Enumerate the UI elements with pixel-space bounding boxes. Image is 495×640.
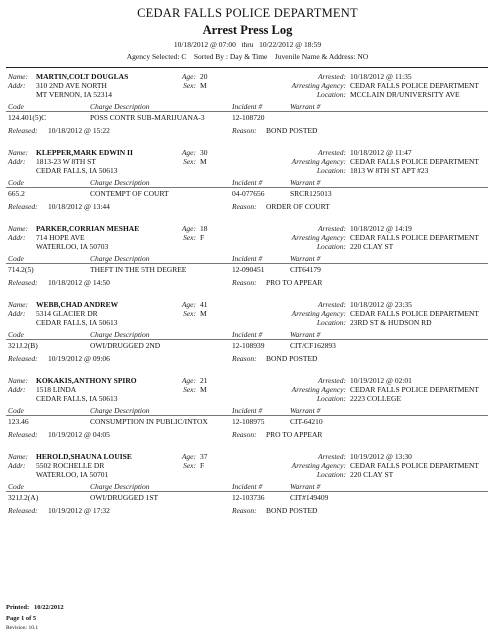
report-parameters [0, 52, 495, 61]
age-value: 20 [200, 72, 208, 81]
charge-code: 665.2 [8, 189, 25, 198]
charge-description: CONTEMPT OF COURT [90, 189, 169, 198]
charge-rule [6, 491, 488, 492]
address-line1: 5502 ROCHELLE DR [36, 461, 105, 470]
sex-label: Sex: [183, 309, 196, 318]
address-line2: WATERLOO, IA 50703 [36, 242, 109, 251]
reason-label: Reason: [232, 278, 257, 287]
location-value: 1813 W 8TH ST APT #23 [350, 166, 429, 175]
sex-value: F [200, 233, 205, 242]
warrant-header: Warrant # [290, 482, 321, 491]
location-value: 2223 COLLEGE [350, 394, 402, 403]
arrest-record [0, 148, 495, 216]
agency-value: CEDAR FALLS POLICE DEPARTMENT [350, 309, 479, 318]
code-header: Code [8, 254, 24, 263]
date-from: 10/18/2012 @ 07:00 [173, 40, 236, 49]
agency-label: Arresting Agency: [291, 385, 346, 394]
date-to: 10/22/2012 @ 18:59 [259, 40, 322, 49]
address-line2: CEDAR FALLS, IA 50613 [36, 394, 118, 403]
warrant-number: CIT/CF162893 [290, 341, 336, 350]
address-line1: 1518 LINDA [36, 385, 77, 394]
address-line2: CEDAR FALLS, IA 50613 [36, 318, 118, 327]
addr-label: Addr: [8, 157, 26, 166]
released-label: Released: [8, 278, 38, 287]
charge-rule [6, 263, 488, 264]
name-label: Name: [8, 300, 28, 309]
address-line1: 714 HOPE AVE [36, 233, 85, 242]
address-line2: MT VERNON, IA 52314 [36, 90, 112, 99]
reason-label: Reason: [232, 202, 257, 211]
sex-value: F [200, 461, 205, 470]
agency-value: CEDAR FALLS POLICE DEPARTMENT [350, 385, 479, 394]
warrant-number: CIT#149409 [290, 493, 329, 502]
printed-value: 10/22/2012 [33, 604, 64, 611]
juvenile-label: Juvenile Name & Address: [274, 52, 356, 61]
age-value: 30 [200, 148, 208, 157]
reason-value: BOND POSTED [266, 126, 318, 135]
header-rule [6, 67, 488, 68]
sex-value: M [200, 385, 207, 394]
released-value: 10/18/2012 @ 13:44 [48, 202, 110, 211]
age-value: 18 [200, 224, 208, 233]
location-value: 220 CLAY ST [350, 470, 394, 479]
released-label: Released: [8, 202, 38, 211]
sex-value: M [200, 309, 207, 318]
arrest-record [0, 224, 495, 292]
arrestee-name: MARTIN,COLT DOUGLAS [36, 72, 129, 81]
arrested-label: Arrested: [317, 300, 346, 309]
warrant-header: Warrant # [290, 406, 321, 415]
warrant-number: CIT64179 [290, 265, 321, 274]
arrested-label: Arrested: [317, 376, 346, 385]
sex-label: Sex: [183, 461, 196, 470]
printed-label: Printed: [6, 604, 30, 611]
charge-code: 124.401(5)C [8, 113, 47, 122]
warrant-header: Warrant # [290, 178, 321, 187]
arrested-label: Arrested: [317, 224, 346, 233]
charge-description: POSS CONTR SUB-MARIJUANA-3 [90, 113, 205, 122]
incident-header: Incident # [232, 178, 263, 187]
age-label: Age: [181, 452, 196, 461]
name-label: Name: [8, 72, 28, 81]
released-value: 10/19/2012 @ 04:05 [48, 430, 110, 439]
released-label: Released: [8, 506, 38, 515]
location-label: Location: [316, 318, 346, 327]
name-label: Name: [8, 376, 28, 385]
charge-header: Charge Description [90, 482, 150, 491]
charge-header: Charge Description [90, 406, 150, 415]
charge-rule [6, 187, 488, 188]
agency-label: Arresting Agency: [291, 233, 346, 242]
revision: Revision: 10.1 [6, 625, 39, 631]
arrest-record [0, 72, 495, 140]
sex-value: M [200, 81, 207, 90]
code-header: Code [8, 178, 24, 187]
agency-label: Arresting Agency: [291, 461, 346, 470]
agency-value: CEDAR FALLS POLICE DEPARTMENT [350, 461, 479, 470]
location-value: 23RD ST & HUDSON RD [350, 318, 432, 327]
agency-label: Agency Selected: [126, 52, 180, 61]
location-value: 220 CLAY ST [350, 242, 394, 251]
warrant-header: Warrant # [290, 330, 321, 339]
code-header: Code [8, 102, 24, 111]
sorted-label: Sorted By : [193, 52, 228, 61]
charge-header: Charge Description [90, 178, 150, 187]
agency-value: C [181, 52, 187, 61]
charge-header: Charge Description [90, 330, 150, 339]
incident-number: 12-103736 [232, 493, 265, 502]
incident-header: Incident # [232, 254, 263, 263]
agency-value: CEDAR FALLS POLICE DEPARTMENT [350, 233, 479, 242]
arrestee-name: WEBB,CHAD ANDREW [36, 300, 119, 309]
reason-value: ORDER OF COURT [266, 202, 330, 211]
incident-header: Incident # [232, 330, 263, 339]
incident-number: 04-077656 [232, 189, 265, 198]
agency-value: CEDAR FALLS POLICE DEPARTMENT [350, 81, 479, 90]
report-title: Arrest Press Log [202, 23, 293, 37]
name-label: Name: [8, 148, 28, 157]
sex-label: Sex: [183, 385, 196, 394]
sex-value: M [200, 157, 207, 166]
arrested-label: Arrested: [317, 148, 346, 157]
charge-description: OWI/DRUGGED 1ST [90, 493, 159, 502]
warrant-header: Warrant # [290, 254, 321, 263]
charge-rule [6, 111, 488, 112]
arrested-value: 10/18/2012 @ 23:35 [350, 300, 412, 309]
location-label: Location: [316, 166, 346, 175]
location-label: Location: [316, 242, 346, 251]
reason-label: Reason: [232, 354, 257, 363]
agency-label: Arresting Agency: [291, 157, 346, 166]
arrest-record [0, 300, 495, 368]
charge-code: 321J.2(A) [8, 493, 39, 502]
code-header: Code [8, 330, 24, 339]
incident-header: Incident # [232, 482, 263, 491]
arrestee-name: KLEPPER,MARK EDWIN II [36, 148, 133, 157]
charge-header: Charge Description [90, 102, 150, 111]
location-label: Location: [316, 470, 346, 479]
age-label: Age: [181, 72, 196, 81]
reason-value: PRO TO APPEAR [266, 278, 323, 287]
thru-label: thru [241, 40, 254, 49]
reason-label: Reason: [232, 506, 257, 515]
charge-rule [6, 339, 488, 340]
arrest-record [0, 452, 495, 520]
charge-description: CONSUMPTION IN PUBLIC/INTOX [90, 417, 208, 426]
sex-label: Sex: [183, 81, 196, 90]
released-value: 10/19/2012 @ 09:06 [48, 354, 110, 363]
addr-label: Addr: [8, 309, 26, 318]
page-number: Page 1 of 5 [6, 615, 37, 622]
arrestee-name: PARKER,CORRIAN MESHAE [36, 224, 140, 233]
incident-header: Incident # [232, 102, 263, 111]
charge-description: THEFT IN THE 5TH DEGREE [90, 265, 187, 274]
age-value: 41 [200, 300, 208, 309]
age-label: Age: [181, 300, 196, 309]
addr-label: Addr: [8, 461, 26, 470]
incident-number: 12-108720 [232, 113, 265, 122]
address-line2: WATERLOO, IA 50701 [36, 470, 109, 479]
age-value: 21 [200, 376, 208, 385]
arrested-value: 10/18/2012 @ 11:47 [350, 148, 412, 157]
agency-value: CEDAR FALLS POLICE DEPARTMENT [350, 157, 479, 166]
charge-header: Charge Description [90, 254, 150, 263]
addr-label: Addr: [8, 233, 26, 242]
warrant-header: Warrant # [290, 102, 321, 111]
warrant-number: SRCR125013 [290, 189, 332, 198]
arrestee-name: KOKAKIS,ANTHONY SPIRO [36, 376, 137, 385]
juvenile-value: NO [357, 52, 369, 61]
age-value: 37 [200, 452, 208, 461]
arrested-value: 10/19/2012 @ 13:30 [350, 452, 412, 461]
age-label: Age: [181, 224, 196, 233]
charge-description: OWI/DRUGGED 2ND [90, 341, 161, 350]
incident-number: 12-108939 [232, 341, 265, 350]
arrested-value: 10/18/2012 @ 11:35 [350, 72, 412, 81]
arrested-value: 10/18/2012 @ 14:19 [350, 224, 412, 233]
addr-label: Addr: [8, 81, 26, 90]
charge-code: 714.2(5) [8, 265, 34, 274]
agency-label: Arresting Agency: [291, 309, 346, 318]
sex-label: Sex: [183, 157, 196, 166]
address-line1: 1813-23 W 8TH ST [36, 157, 96, 166]
name-label: Name: [8, 452, 28, 461]
incident-number: 12-090451 [232, 265, 265, 274]
released-label: Released: [8, 354, 38, 363]
code-header: Code [8, 482, 24, 491]
arrested-label: Arrested: [317, 72, 346, 81]
location-label: Location: [316, 90, 346, 99]
released-label: Released: [8, 430, 38, 439]
address-line1: 310 2ND AVE NORTH [36, 81, 107, 90]
age-label: Age: [181, 376, 196, 385]
arrest-record [0, 376, 495, 444]
location-label: Location: [316, 394, 346, 403]
location-value: MCCLAIN DR/UNIVERSITY AVE [350, 90, 460, 99]
name-label: Name: [8, 224, 28, 233]
released-label: Released: [8, 126, 38, 135]
released-value: 10/18/2012 @ 15:22 [48, 126, 110, 135]
department-name: CEDAR FALLS POLICE DEPARTMENT [137, 6, 358, 20]
released-value: 10/18/2012 @ 14:50 [48, 278, 110, 287]
reason-value: BOND POSTED [266, 354, 318, 363]
address-line1: 5314 GLACIER DR [36, 309, 98, 318]
released-value: 10/19/2012 @ 17:32 [48, 506, 110, 515]
incident-header: Incident # [232, 406, 263, 415]
sorted-value: Day & Time [229, 52, 268, 61]
sex-label: Sex: [183, 233, 196, 242]
agency-label: Arresting Agency: [291, 81, 346, 90]
reason-label: Reason: [232, 126, 257, 135]
address-line2: CEDAR FALLS, IA 50613 [36, 166, 118, 175]
charge-rule [6, 415, 488, 416]
printed-date [6, 604, 64, 611]
reason-value: PRO TO APPEAR [266, 430, 323, 439]
code-header: Code [8, 406, 24, 415]
age-label: Age: [181, 148, 196, 157]
arrested-label: Arrested: [317, 452, 346, 461]
warrant-number: CIT-64210 [290, 417, 323, 426]
charge-code: 321J.2(B) [8, 341, 38, 350]
reason-value: BOND POSTED [266, 506, 318, 515]
arrestee-name: HEROLD,SHAUNA LOUISE [36, 452, 132, 461]
charge-code: 123.46 [8, 417, 29, 426]
date-range [0, 40, 495, 49]
reason-label: Reason: [232, 430, 257, 439]
addr-label: Addr: [8, 385, 26, 394]
arrested-value: 10/19/2012 @ 02:01 [350, 376, 412, 385]
incident-number: 12-108975 [232, 417, 265, 426]
